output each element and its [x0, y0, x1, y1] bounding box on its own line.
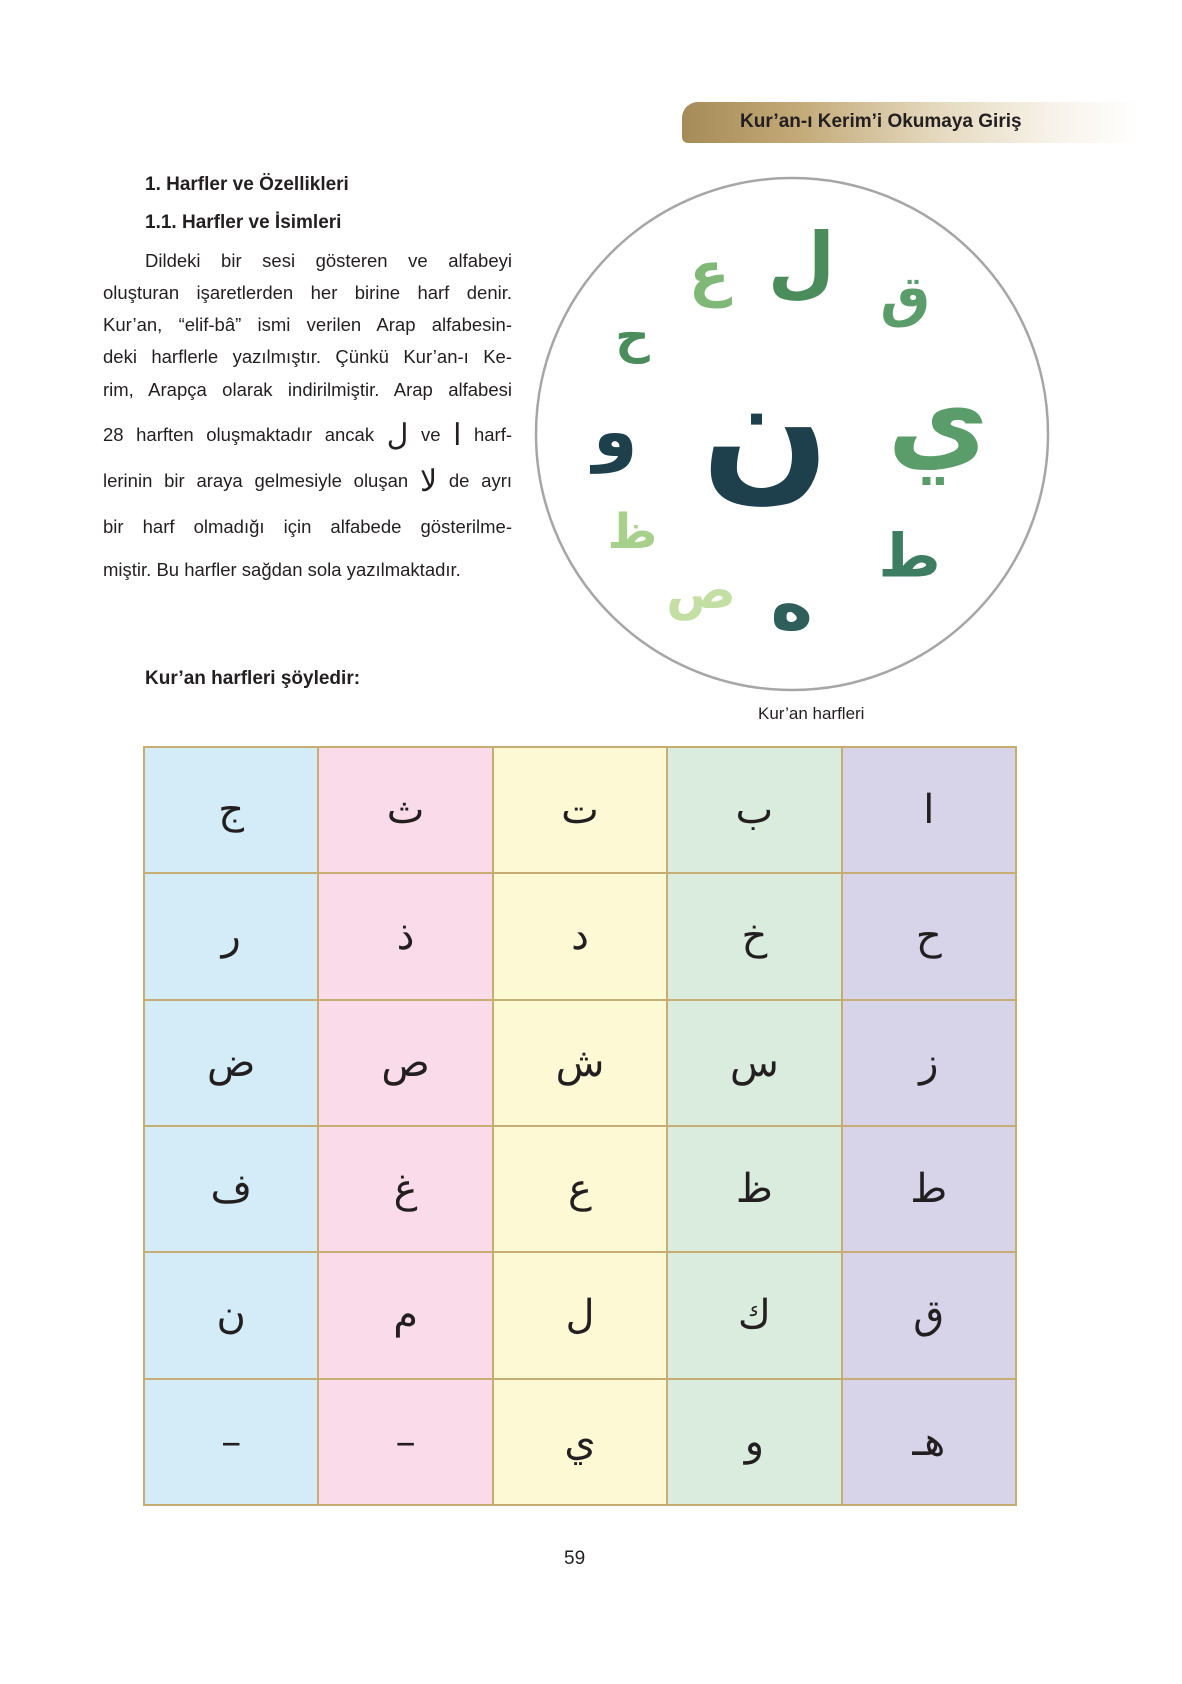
letter-cell: هـ — [842, 1379, 1016, 1505]
cloud-letter: ع — [688, 239, 730, 309]
letter-cell: ذ — [318, 873, 492, 999]
letter-cell: خ — [667, 873, 841, 999]
letter-cell: ث — [318, 747, 492, 873]
paragraph-line: Dildeki bir sesi gösteren ve alfabeyi — [145, 250, 512, 271]
letter-cell: غ — [318, 1126, 492, 1252]
letter-cell: ا — [842, 747, 1016, 873]
letter-cell: ظ — [667, 1126, 841, 1252]
letter-cell: – — [144, 1379, 318, 1505]
alphabet-table — [143, 746, 1017, 1506]
alphabet-row — [144, 747, 1016, 873]
arabic-alif: ا — [453, 418, 462, 453]
letter-cell: م — [318, 1252, 492, 1378]
chapter-banner — [682, 102, 1140, 143]
cloud-letter: ح — [615, 308, 650, 365]
cloud-letter: ي — [887, 356, 989, 485]
letter-cell: س — [667, 1000, 841, 1126]
letter-cell: ر — [144, 873, 318, 999]
alphabet-row — [144, 1252, 1016, 1378]
alphabet-row — [144, 873, 1016, 999]
letter-cell: ض — [144, 1000, 318, 1126]
text: ve — [420, 424, 441, 445]
alphabet-row — [144, 1000, 1016, 1126]
paragraph-line: miştir. Bu harfler sağdan sola yazılmaktadır. — [103, 559, 461, 580]
figure-caption: Kur’an harfleri — [758, 704, 865, 723]
chapter-title: Kur’an-ı Kerim’i Okumaya Giriş — [740, 111, 1022, 132]
letter-cell: ع — [493, 1126, 667, 1252]
letter-cell: ك — [667, 1252, 841, 1378]
text: lerinin bir araya gelmesiyle oluşan — [103, 470, 409, 491]
cloud-letter: ق — [880, 264, 931, 330]
paragraph-line: rim, Arapça olarak indirilmiştir. Arap alfabesi — [103, 379, 512, 400]
letter-cell: ط — [842, 1126, 1016, 1252]
letter-cell: ص — [318, 1000, 492, 1126]
paragraph-line: deki harflerle yazılmıştır. Çünkü Kur’an-ı Ke- — [103, 346, 512, 367]
page-number: 59 — [564, 1548, 586, 1569]
letter-cell: ن — [144, 1252, 318, 1378]
arabic-lam: ل — [386, 418, 409, 453]
cloud-letter: ن — [701, 344, 830, 519]
letter-cell: ش — [493, 1000, 667, 1126]
letter-cell: ب — [667, 747, 841, 873]
letter-cell: د — [493, 873, 667, 999]
alphabet-row — [144, 1126, 1016, 1252]
subsection-heading: 1.1. Harfler ve İsimleri — [145, 212, 342, 233]
arabic-lam-alif: لا — [419, 464, 438, 499]
letter-cell: – — [318, 1379, 492, 1505]
letter-cell: ف — [144, 1126, 318, 1252]
section-heading: 1. Harfler ve Özellikleri — [145, 174, 349, 195]
cloud-letter: ط — [878, 521, 941, 592]
cloud-letter: ظ — [607, 504, 658, 561]
alphabet-row — [144, 1379, 1016, 1505]
cloud-letter: ه — [770, 562, 814, 646]
paragraph-line: bir harf olmadığı için alfabede gösterilme- — [103, 516, 512, 537]
cloud-letter: ل — [767, 217, 836, 308]
alphabet-heading: Kur’an harfleri şöyledir: — [145, 668, 361, 689]
letter-cell: ج — [144, 747, 318, 873]
letter-cell: ل — [493, 1252, 667, 1378]
letter-cell: و — [667, 1379, 841, 1505]
letter-cell: ت — [493, 747, 667, 873]
text: 28 harften oluşmaktadır ancak — [103, 424, 375, 445]
cloud-letter: ص — [666, 561, 737, 621]
text: harf- — [473, 424, 512, 445]
letter-cell: ز — [842, 1000, 1016, 1126]
cloud-letter: و — [592, 388, 638, 473]
paragraph-line: Kur’an, “elif-bâ” ismi verilen Arap alfabesin- — [103, 314, 512, 335]
paragraph-line — [103, 464, 512, 499]
letter-cell: ي — [493, 1379, 667, 1505]
letter-cell: ح — [842, 873, 1016, 999]
paragraph-line: oluşturan işaretlerden her birine harf denir. — [103, 282, 512, 303]
paragraph-line — [103, 418, 512, 453]
letter-cell: ق — [842, 1252, 1016, 1378]
arabic-letter-word-cloud — [534, 176, 1050, 692]
text: de ayrı — [448, 470, 512, 491]
